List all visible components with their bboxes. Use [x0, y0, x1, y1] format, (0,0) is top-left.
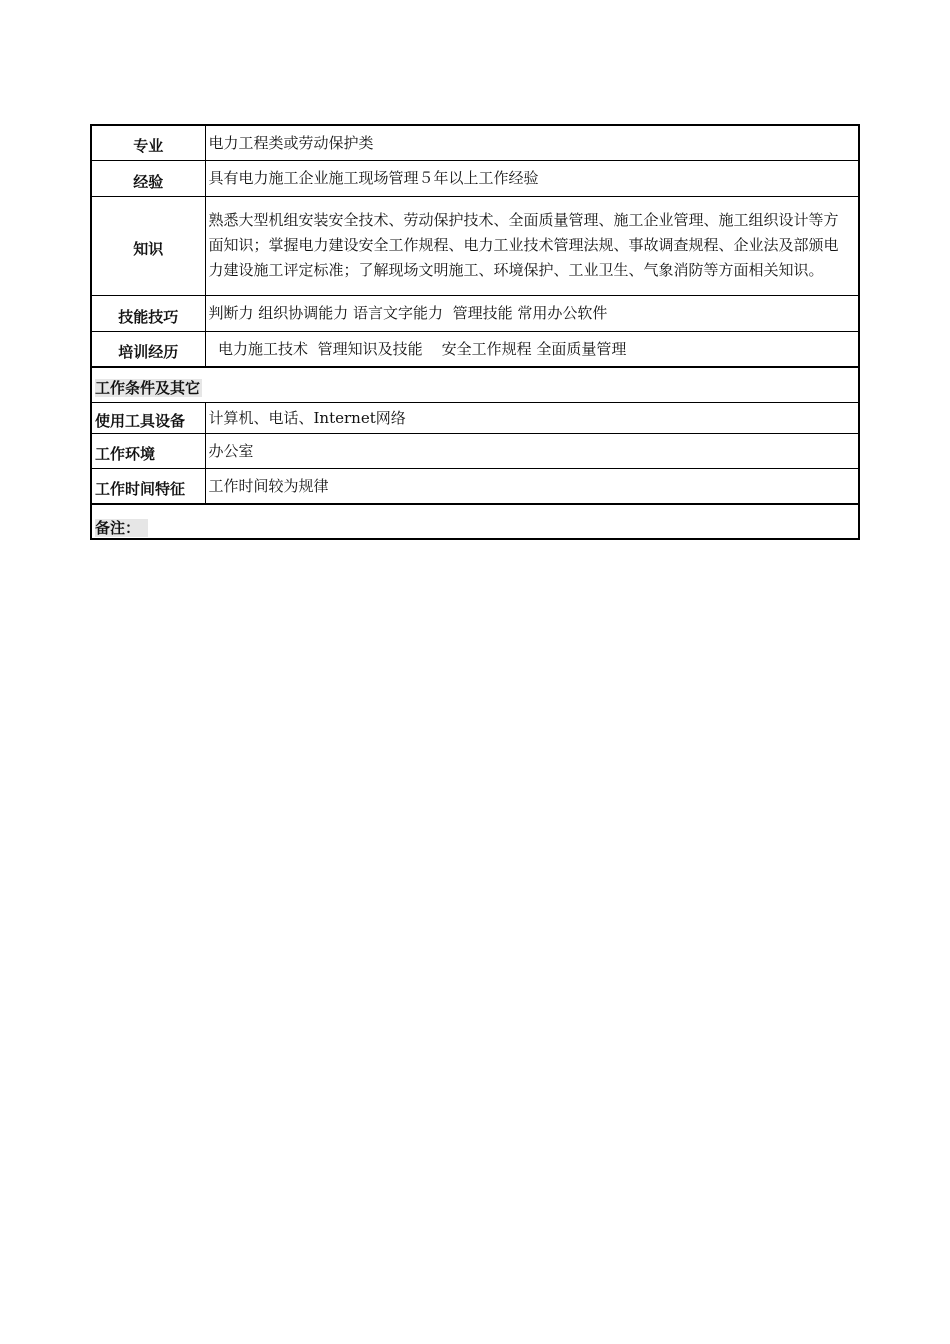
- knowledge-label: 知识: [91, 196, 205, 295]
- major-label: 专业: [91, 125, 205, 160]
- notes-cell: [91, 504, 859, 539]
- notes-label: 备注：: [95, 519, 148, 537]
- training-row: [91, 331, 859, 367]
- tools-label: 使用工具设备: [91, 402, 205, 433]
- work-time-value: 工作时间较为规律: [205, 468, 859, 504]
- major-row: [91, 125, 859, 160]
- knowledge-value: 熟悉大型机组安装安全技术、劳动保护技术、全面质量管理、施工企业管理、施工组织设计等方面知识；掌握电力建设安全工作规程、电力工业技术管理法规、事故调查规程、企业法及部颁电力建设施工评定标准；了解现场文明施工、环境保护、工业卫生、气象消防等方面相关知识。: [205, 196, 859, 295]
- experience-value: 具有电力施工企业施工现场管理５年以上工作经验: [205, 160, 859, 196]
- environment-row: [91, 433, 859, 468]
- skills-value: 判断力 组织协调能力 语言文字能力 管理技能 常用办公软件: [205, 295, 859, 331]
- training-label: 培训经历: [91, 331, 205, 367]
- environment-value: 办公室: [205, 433, 859, 468]
- training-value: 电力施工技术 管理知识及技能 安全工作规程 全面质量管理: [205, 331, 859, 367]
- conditions-section-title-text: 工作条件及其它: [95, 379, 201, 398]
- notes-row: [91, 504, 859, 539]
- tools-row: [91, 402, 859, 433]
- skills-row: [91, 295, 859, 331]
- experience-row: [91, 160, 859, 196]
- work-time-label: 工作时间特征: [91, 468, 205, 504]
- tools-value: 计算机、电话、Internet网络: [205, 402, 859, 433]
- environment-label: 工作环境: [91, 433, 205, 468]
- job-description-table: [90, 124, 860, 540]
- knowledge-row: [91, 196, 859, 295]
- major-value: 电力工程类或劳动保护类: [205, 125, 859, 160]
- conditions-section-title: [91, 367, 859, 402]
- experience-label: 经验: [91, 160, 205, 196]
- skills-label: 技能技巧: [91, 295, 205, 331]
- conditions-section-row: [91, 367, 859, 402]
- work-time-row: [91, 468, 859, 504]
